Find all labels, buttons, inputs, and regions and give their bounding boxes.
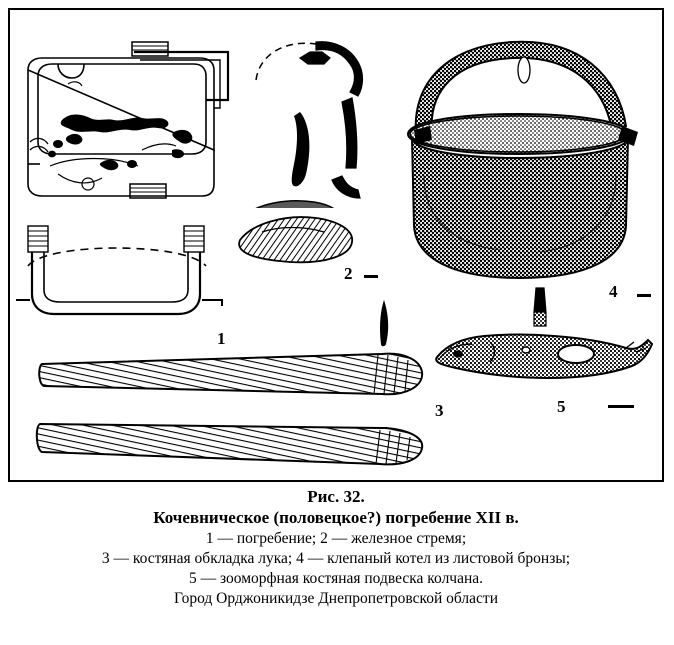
plate-label-4: 4 [609, 282, 618, 301]
scale-bar-2 [364, 275, 378, 278]
plate-label-3: 3 [435, 401, 444, 420]
illustration-iron-frame [16, 220, 226, 330]
figure-location: Город Орджоникидзе Днепропетровской области [174, 590, 498, 607]
plate-label-5: 5 [557, 397, 566, 416]
illustration-cauldron [390, 26, 660, 291]
illustration-bone-bow-plate-lower [34, 408, 444, 474]
illustration-stirrup-tread [232, 206, 372, 272]
legend-line-3: 5 — зооморфная костяная подвеска колчана. [188, 570, 484, 587]
illustration-small-blade [372, 298, 396, 348]
illustration-stirrup [238, 28, 378, 208]
illustration-quiver-pendant [430, 282, 660, 392]
scale-bar-4 [637, 294, 651, 297]
figure-plate [8, 8, 664, 482]
plate-label-1: 1 [217, 329, 226, 348]
legend-line-2: 3 — костяная обкладка лука; 4 — клепаный котел из листовой бронзы; [101, 550, 571, 567]
figure-number: Рис. 32. [307, 487, 365, 506]
figure-title: Кочевническое (половецкое?) погребение XII в. [153, 508, 519, 527]
scale-bar-5 [608, 405, 634, 408]
legend-line-1: 1 — погребение; 2 — железное стремя; [205, 530, 467, 547]
figure-caption [8, 486, 664, 609]
plate-label-2: 2 [344, 264, 353, 283]
illustration-burial-plan [14, 24, 234, 209]
illustration-bone-bow-plate-upper [38, 340, 438, 410]
